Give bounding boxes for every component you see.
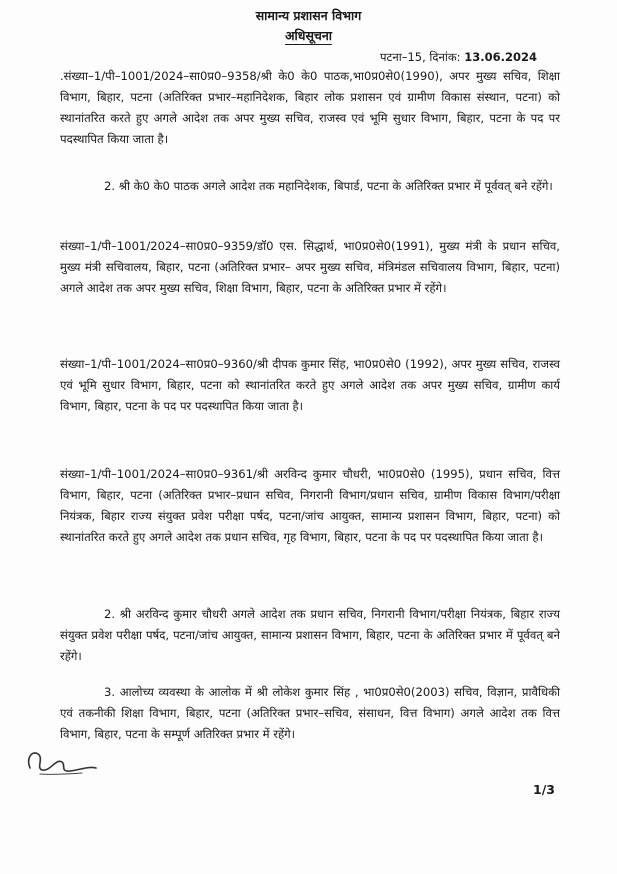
page-number: 1/3 [533, 782, 555, 797]
order-paragraph-9361-clause-3: 3. आलोच्य व्यवस्था के आलोक में श्री लोकेश कुमार सिंह , भा0प्र0से0(2003) सचिव, विज्ञान, प्रावैधिकी एवं तकनीकी शिक्षा विभाग, बिहार, पटना (अतिरिक्त प्रभार–सचिव, संसाधन, वित्त विभाग) अगले आदेश तक वित्त विभाग, बिहार, पटना के सम्पूर्ण अतिरिक्त प्रभार में रहेंगे। [60, 685, 560, 741]
order-paragraph-9360: संख्या–1/पी–1001/2024–सा0प्र0–9360/श्री दीपक कुमार सिंह, भा0प्र0से0 (1992), अपर मुख्य सचिव, राजस्व एवं भूमि सुधार विभाग, बिहार, पटना को स्थानांतरित करते हुए अगले आदेश तक अपर मुख्य सचिव, ग्रामीण कार्य विभाग, बिहार, पटना के पद पर पदस्थापित किया जाता है। [60, 357, 560, 413]
order-paragraph-9358: .संख्या–1/पी–1001/2024–सा0प्र0–9358/श्री के0 के0 पाठक,भा0प्र0से0(1990), अपर मुख्य सचिव, शिक्षा विभाग, बिहार, पटना (अतिरिक्त प्रभार–महानिदेशक, बिहार लोक प्रशासन एवं ग्रामीण विकास संस्थान, पटना) को स्थानांतरित करते हुए अगले आदेश तक अपर मुख्य सचिव, राजस्व एवं भूमि सुधार विभाग, बिहार, पटना के पद पर पदस्थापित किया जाता है। [60, 69, 560, 146]
handwritten-initial [22, 744, 102, 778]
order-paragraph-9358-clause-2: 2. श्री के0 के0 पाठक अगले आदेश तक महानिदेशक, बिपार्ड, पटना के अतिरिक्त प्रभार में पूर्ववत् बने रहेंगे। [104, 179, 553, 193]
notification-title [0, 27, 617, 44]
reference-number: पटना–15, दिनांक: [380, 50, 461, 64]
notification-title-text: अधिसूचना [284, 28, 333, 43]
department-heading: सामान्य प्रशासन विभाग [255, 8, 362, 23]
order-paragraph-9361-clause-2: 2. श्री अरविन्द कुमार चौधरी अगले आदेश तक प्रधान सचिव, निगरानी विभाग/परीक्षा नियंत्रक, बिहार राज्य संयुक्त प्रवेश परीक्षा पर्षद, पटना/जांच आयुक्त, सामान्य प्रशासन विभाग, बिहार, पटना के अतिरिक्त प्रभार में पूर्ववत् बने रहेंगे। [60, 607, 560, 663]
reference-line [380, 50, 537, 65]
reference-date: 13.06.2024 [464, 50, 537, 64]
order-paragraph-9359: संख्या–1/पी–1001/2024–सा0प्र0–9359/डॉ0 एस. सिद्धार्थ, भा0प्र0से0(1991), मुख्य मंत्री के प्रधान सचिव, मुख्य मंत्री सचिवालय, बिहार, पटना (अतिरिक्त प्रभार– अपर मुख्य सचिव, मंत्रिमंडल सचिवालय विभाग, बिहार, पटना) अगले आदेश तक अपर मुख्य सचिव, शिक्षा विभाग, बिहार, पटना के अतिरिक्त प्रभार में रहेंगे। [60, 239, 560, 295]
order-paragraph-9361: संख्या–1/पी–1001/2024–सा0प्र0–9361/श्री अरविन्द कुमार चौधरी, भा0प्र0से0 (1995), प्रधान सचिव, वित्त विभाग, बिहार, पटना (अतिरिक्त प्रभार–प्रधान सचिव, निगरानी विभाग/प्रधान सचिव, ग्रामीण विकास विभाग/परीक्षा नियंत्रक, बिहार राज्य संयुक्त प्रवेश परीक्षा पर्षद, पटना/जांच आयुक्त, सामान्य प्रशासन विभाग, बिहार, पटना) को स्थानांतरित करते हुए अगले आदेश तक प्रधान सचिव, गृह विभाग, बिहार, पटना के पद पर पदस्थापित किया जाता है। [60, 467, 560, 544]
